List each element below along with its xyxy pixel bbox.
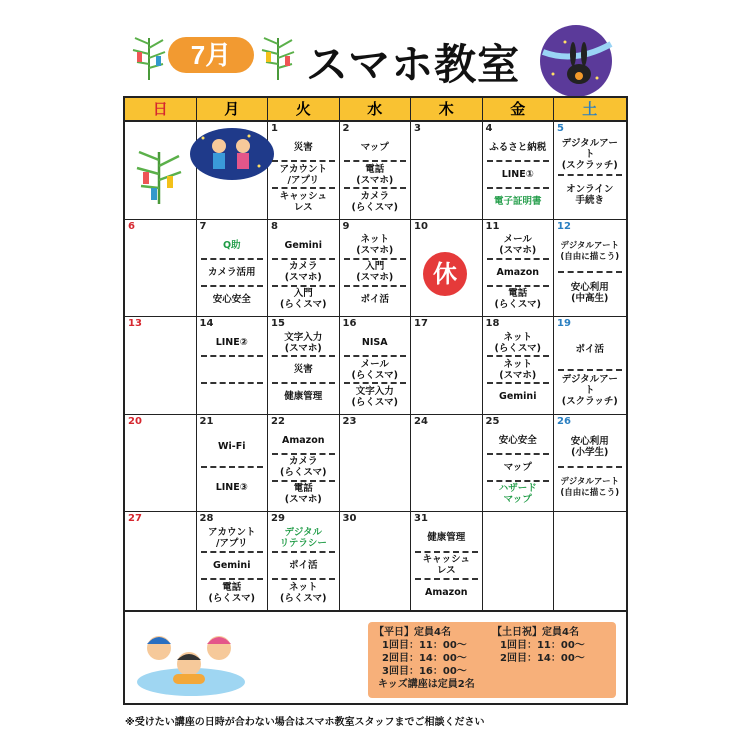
class-slot: マップ — [344, 135, 407, 162]
class-slot: 文字入力 (らくスマ) — [351, 385, 398, 408]
class-slots — [272, 428, 335, 508]
day-cell — [125, 317, 197, 414]
class-slots — [272, 233, 335, 313]
day-number: 20 — [128, 415, 142, 427]
class-slot: ネット (らくスマ) — [487, 330, 550, 357]
day-number: 12 — [557, 220, 571, 232]
class-slot: 電話 (らくスマ) — [208, 581, 255, 604]
weekday-session-3: 3回目：16：00～ — [382, 666, 467, 677]
day-cell — [197, 512, 269, 610]
weekday-header-row — [123, 96, 628, 122]
day-cell — [340, 317, 412, 414]
holiday-info-heading: 【土日祝】定員4名 — [492, 627, 579, 638]
class-slots — [272, 330, 335, 410]
weekday-header-5: 金 — [483, 98, 555, 120]
footer-box — [123, 608, 628, 705]
class-slot: 電話 (スマホ) — [284, 483, 322, 506]
day-number: 11 — [485, 220, 500, 232]
holiday-session-1: 1回目：11：00～ — [500, 640, 585, 651]
class-slot: Amazon — [425, 587, 468, 599]
calendar-grid — [123, 122, 628, 612]
day-number: 14 — [199, 318, 214, 329]
class-slot: キャッシュ レス — [415, 553, 478, 581]
day-number: 8 — [271, 220, 278, 232]
class-slot: オンライン 手続き — [566, 184, 614, 207]
day-cell — [197, 220, 269, 317]
weekday-header-4: 木 — [411, 98, 483, 120]
day-number: 7 — [199, 220, 207, 232]
day-cell — [197, 317, 269, 414]
day-number: 21 — [199, 415, 214, 427]
class-slot: メール (スマホ) — [487, 233, 550, 260]
class-slot: NISA — [344, 330, 407, 357]
day-number: 25 — [485, 415, 500, 427]
class-slots — [487, 330, 550, 410]
schedule-sheet — [123, 0, 628, 750]
day-number: 29 — [271, 513, 285, 524]
holiday-session-2: 2回目：14：00～ — [500, 653, 585, 664]
class-slot: 健康管理 — [415, 525, 478, 553]
class-slot: アカウント /アプリ — [272, 162, 335, 189]
class-slot: 安心利用 (中高生) — [570, 281, 609, 304]
class-slots — [558, 135, 622, 215]
class-slot: 災害 — [272, 357, 335, 384]
class-slot: ポイ活 — [360, 293, 389, 305]
class-slot: 安心利用 (小学生) — [558, 428, 622, 469]
day-cell — [268, 512, 340, 610]
class-slot: Amazon — [487, 260, 550, 287]
class-slot: アカウント /アプリ — [201, 525, 264, 553]
day-cell — [554, 220, 626, 317]
weekday-header-6: 土 — [582, 100, 598, 118]
day-number: 26 — [557, 415, 571, 427]
closed-day-badge: 休 — [423, 252, 467, 296]
day-number: 19 — [557, 318, 571, 329]
weekday-session-2: 2回目：14：00～ — [382, 653, 467, 664]
day-cell — [340, 122, 412, 219]
week-row — [125, 122, 626, 220]
day-cell — [554, 122, 626, 219]
day-cell — [197, 122, 269, 219]
day-cell — [125, 220, 197, 317]
schedule-info-box — [368, 622, 616, 698]
class-slots — [487, 135, 550, 215]
day-cell — [125, 122, 197, 219]
class-slot: ポイ活 — [558, 330, 622, 371]
class-slot: 電話 (らくスマ) — [494, 288, 541, 311]
day-number: 23 — [342, 415, 357, 427]
class-slot: カメラ (らくスマ) — [272, 455, 335, 482]
day-number: 6 — [128, 220, 135, 232]
page-title: スマホ教室 — [306, 40, 521, 89]
class-slot: ネット (らくスマ) — [280, 581, 327, 604]
class-slot — [201, 357, 264, 384]
class-slots — [272, 525, 335, 606]
day-cell — [125, 512, 197, 610]
footnote: ※受けたい講座の日時が合わない場合はスマホ教室スタッフまでご相談ください — [125, 717, 485, 728]
tanabata-bamboo-icon — [131, 146, 187, 206]
class-slot: LINE① — [487, 162, 550, 189]
day-number: 31 — [414, 513, 428, 524]
class-slot: 入門 (スマホ) — [344, 260, 407, 287]
month-badge: 7月 — [168, 37, 254, 73]
class-slot: カメラ活用 — [201, 260, 264, 287]
class-slot: Wi-Fi — [201, 428, 264, 469]
day-cell — [268, 317, 340, 414]
day-cell — [268, 122, 340, 219]
class-slot: 安心安全 — [212, 293, 251, 305]
day-cell — [411, 220, 483, 317]
class-slot: Gemini — [272, 233, 335, 260]
day-cell — [411, 512, 483, 610]
class-slot: LINE② — [201, 330, 264, 357]
day-cell — [554, 512, 626, 610]
class-slot: 安心安全 — [487, 428, 550, 455]
class-slot: ネット (スマホ) — [487, 357, 550, 384]
class-slot: デジタル リテラシー — [272, 525, 335, 553]
week-row — [125, 317, 626, 415]
class-slot: Gemini — [499, 391, 537, 403]
class-slot: カメラ (らくスマ) — [351, 190, 398, 213]
class-slot: デジタルアート (スクラッチ) — [561, 373, 618, 407]
day-cell — [340, 415, 412, 512]
class-slots — [558, 233, 622, 313]
day-cell — [197, 415, 269, 512]
day-number: 2 — [342, 123, 350, 134]
class-slot: 入門 (らくスマ) — [280, 288, 327, 311]
class-slot: Gemini — [201, 553, 264, 581]
class-slot: 健康管理 — [284, 391, 323, 403]
class-slot: ネット (スマホ) — [344, 233, 407, 260]
week-row — [125, 415, 626, 513]
class-slots — [344, 233, 407, 313]
week-row — [125, 512, 626, 610]
day-number: 4 — [485, 123, 493, 134]
day-cell — [483, 122, 555, 219]
class-slot: デジタルアート (スクラッチ) — [558, 135, 622, 176]
day-number: 17 — [414, 318, 428, 329]
class-slots — [558, 330, 622, 410]
header — [123, 20, 628, 95]
class-slot: Q助 — [201, 233, 264, 260]
day-number: 22 — [271, 415, 285, 427]
kids-capacity-note: キッズ講座は定員2名 — [378, 679, 475, 690]
class-slot: LINE③ — [215, 482, 248, 494]
day-number: 16 — [342, 318, 357, 329]
class-slot: 災害 — [272, 135, 335, 162]
day-number: 15 — [271, 318, 285, 329]
class-slot: 文字入力 (スマホ) — [272, 330, 335, 357]
kids-swimming-illustration-icon — [135, 622, 247, 698]
class-slot: メール (らくスマ) — [344, 357, 407, 384]
day-cell — [483, 415, 555, 512]
day-cell — [483, 512, 555, 610]
class-slot: デジタルアート (自由に描こう) — [558, 233, 622, 274]
class-slot: ポイ活 — [272, 553, 335, 581]
day-cell — [411, 122, 483, 219]
day-cell — [340, 220, 412, 317]
day-number: 24 — [414, 415, 428, 427]
calendar — [123, 96, 628, 612]
class-slots — [344, 135, 407, 215]
weekday-info — [374, 626, 475, 691]
day-number: 13 — [128, 318, 142, 329]
holiday-info — [492, 626, 585, 665]
day-number: 10 — [414, 220, 428, 232]
day-number: 9 — [342, 220, 350, 232]
day-cell — [554, 415, 626, 512]
day-cell — [411, 317, 483, 414]
class-slot — [201, 384, 264, 409]
moon-rabbit-icon — [535, 24, 617, 98]
class-slot: 電子証明書 — [493, 196, 542, 208]
class-slots — [201, 525, 264, 606]
day-cell — [268, 220, 340, 317]
class-slot: Amazon — [272, 428, 335, 455]
class-slot: キャッシュ レス — [279, 190, 327, 213]
class-slots — [415, 525, 478, 606]
day-cell — [483, 317, 555, 414]
class-slot: ふるさと納税 — [487, 135, 550, 162]
day-number: 28 — [199, 513, 214, 524]
class-slot: カメラ (スマホ) — [272, 260, 335, 287]
day-number: 18 — [485, 318, 500, 329]
class-slots — [344, 330, 407, 410]
weekday-header-0: 日 — [125, 98, 197, 120]
class-slot: デジタルアート (自由に描こう) — [560, 476, 620, 498]
day-cell — [340, 512, 412, 610]
weekday-header-3: 水 — [340, 98, 412, 120]
day-number: 1 — [271, 123, 278, 134]
class-slot: マップ — [487, 455, 550, 482]
day-number: 3 — [414, 123, 421, 134]
class-slot: ハザード マップ — [498, 483, 537, 506]
class-slots — [487, 233, 550, 313]
weekday-session-1: 1回目：11：00～ — [382, 640, 467, 651]
day-cell — [554, 317, 626, 414]
bamboo-decoration-right-icon — [258, 34, 298, 82]
day-number: 5 — [557, 123, 564, 134]
day-cell — [125, 415, 197, 512]
orihime-hikoboshi-illustration-icon — [189, 126, 275, 182]
class-slots — [201, 428, 264, 508]
day-number: 30 — [342, 513, 357, 524]
day-number: 27 — [128, 513, 142, 524]
day-cell — [411, 415, 483, 512]
class-slots — [558, 428, 622, 508]
class-slot: 電話 (スマホ) — [344, 162, 407, 189]
weekday-header-1: 月 — [197, 98, 269, 120]
day-cell — [483, 220, 555, 317]
class-slots — [201, 233, 264, 313]
weekday-header-2: 火 — [268, 98, 340, 120]
bamboo-decoration-left-icon — [129, 34, 169, 82]
weekday-info-heading: 【平日】定員4名 — [374, 627, 451, 638]
day-cell — [268, 415, 340, 512]
class-slots — [272, 135, 335, 215]
week-row — [125, 220, 626, 318]
class-slots — [201, 330, 264, 410]
class-slots — [487, 428, 550, 508]
